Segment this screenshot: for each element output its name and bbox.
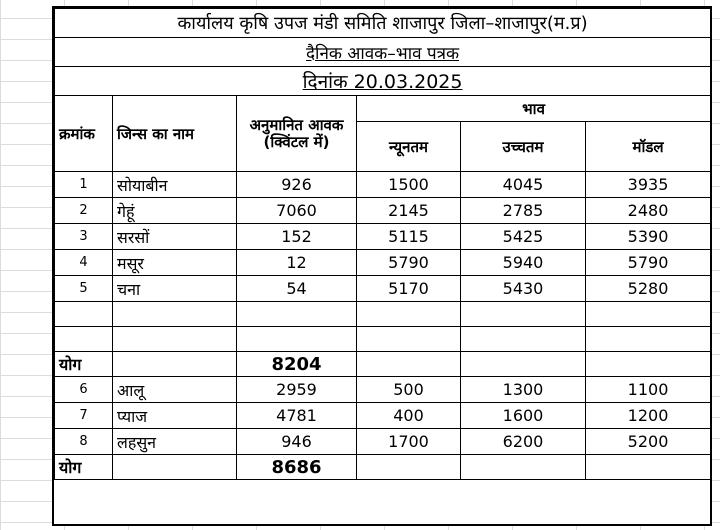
serial-cell: 4 [55, 250, 113, 276]
max-price-cell: 5940 [461, 250, 586, 276]
min-price-cell: 2145 [357, 198, 461, 224]
date-row [55, 67, 711, 96]
arrival-cell: 946 [237, 429, 357, 455]
max-price-cell: 4045 [461, 172, 586, 198]
arrival-cell: 4781 [237, 403, 357, 429]
max-price-cell: 1300 [461, 377, 586, 403]
serial-cell: 6 [55, 377, 113, 403]
table-row [55, 403, 711, 429]
arrival-cell: 12 [237, 250, 357, 276]
commodity-cell: चना [113, 276, 237, 302]
serial-cell: 2 [55, 198, 113, 224]
modal-price-cell: 5390 [586, 224, 711, 250]
col-modal-header: मॉडल [586, 122, 711, 172]
table-row [55, 276, 711, 302]
commodity-cell: लहसुन [113, 429, 237, 455]
commodity-cell: प्याज [113, 403, 237, 429]
serial-cell: 8 [55, 429, 113, 455]
sheet-subtitle: दैनिक आवक–भाव पत्रक [55, 38, 711, 67]
arrival-cell: 54 [237, 276, 357, 302]
table-row [55, 377, 711, 403]
total-row-2 [55, 455, 711, 480]
max-price-cell: 2785 [461, 198, 586, 224]
commodity-cell: मसूर [113, 250, 237, 276]
arrival-cell: 7060 [237, 198, 357, 224]
col-serial-header: क्रमांक [55, 96, 113, 172]
arrival-price-table [54, 8, 711, 480]
commodity-cell: आलू [113, 377, 237, 403]
arrival-cell: 2959 [237, 377, 357, 403]
blank-row [55, 327, 711, 352]
blank-row [55, 302, 711, 327]
arrival-cell: 152 [237, 224, 357, 250]
total-arrival: 8204 [237, 352, 357, 377]
modal-price-cell: 5790 [586, 250, 711, 276]
min-price-cell: 400 [357, 403, 461, 429]
min-price-cell: 5170 [357, 276, 461, 302]
modal-price-cell: 5280 [586, 276, 711, 302]
price-sheet [52, 6, 712, 526]
office-title-row [55, 9, 711, 38]
subtitle-row [55, 38, 711, 67]
table-row [55, 198, 711, 224]
modal-price-cell: 5200 [586, 429, 711, 455]
max-price-cell: 5425 [461, 224, 586, 250]
col-min-header: न्यूनतम [357, 122, 461, 172]
total-row-1 [55, 352, 711, 377]
serial-cell: 5 [55, 276, 113, 302]
col-max-header: उच्चतम [461, 122, 586, 172]
serial-cell: 7 [55, 403, 113, 429]
serial-cell: 1 [55, 172, 113, 198]
arrival-cell: 926 [237, 172, 357, 198]
commodity-cell: सरसों [113, 224, 237, 250]
header-row-1 [55, 96, 711, 122]
total-label: योग [55, 352, 113, 377]
total-arrival: 8686 [237, 455, 357, 480]
max-price-cell: 6200 [461, 429, 586, 455]
min-price-cell: 5115 [357, 224, 461, 250]
table-row [55, 172, 711, 198]
col-commodity-header: जिन्स का नाम [113, 96, 237, 172]
max-price-cell: 1600 [461, 403, 586, 429]
min-price-cell: 5790 [357, 250, 461, 276]
min-price-cell: 500 [357, 377, 461, 403]
commodity-cell: सोयाबीन [113, 172, 237, 198]
min-price-cell: 1500 [357, 172, 461, 198]
modal-price-cell: 1100 [586, 377, 711, 403]
modal-price-cell: 1200 [586, 403, 711, 429]
total-label: योग [55, 455, 113, 480]
modal-price-cell: 2480 [586, 198, 711, 224]
table-row [55, 250, 711, 276]
max-price-cell: 5430 [461, 276, 586, 302]
min-price-cell: 1700 [357, 429, 461, 455]
table-row [55, 224, 711, 250]
table-row [55, 429, 711, 455]
commodity-cell: गेहूं [113, 198, 237, 224]
office-title: कार्यालय कृषि उपज मंडी समिति शाजापुर जिला–शाजापुर(म.प्र) [55, 9, 711, 38]
serial-cell: 3 [55, 224, 113, 250]
sheet-date: दिनांक 20.03.2025 [55, 67, 711, 96]
modal-price-cell: 3935 [586, 172, 711, 198]
col-arrival-header: अनुमानित आवक (क्विंटल में) [237, 96, 357, 172]
col-price-group-header: भाव [357, 96, 711, 122]
